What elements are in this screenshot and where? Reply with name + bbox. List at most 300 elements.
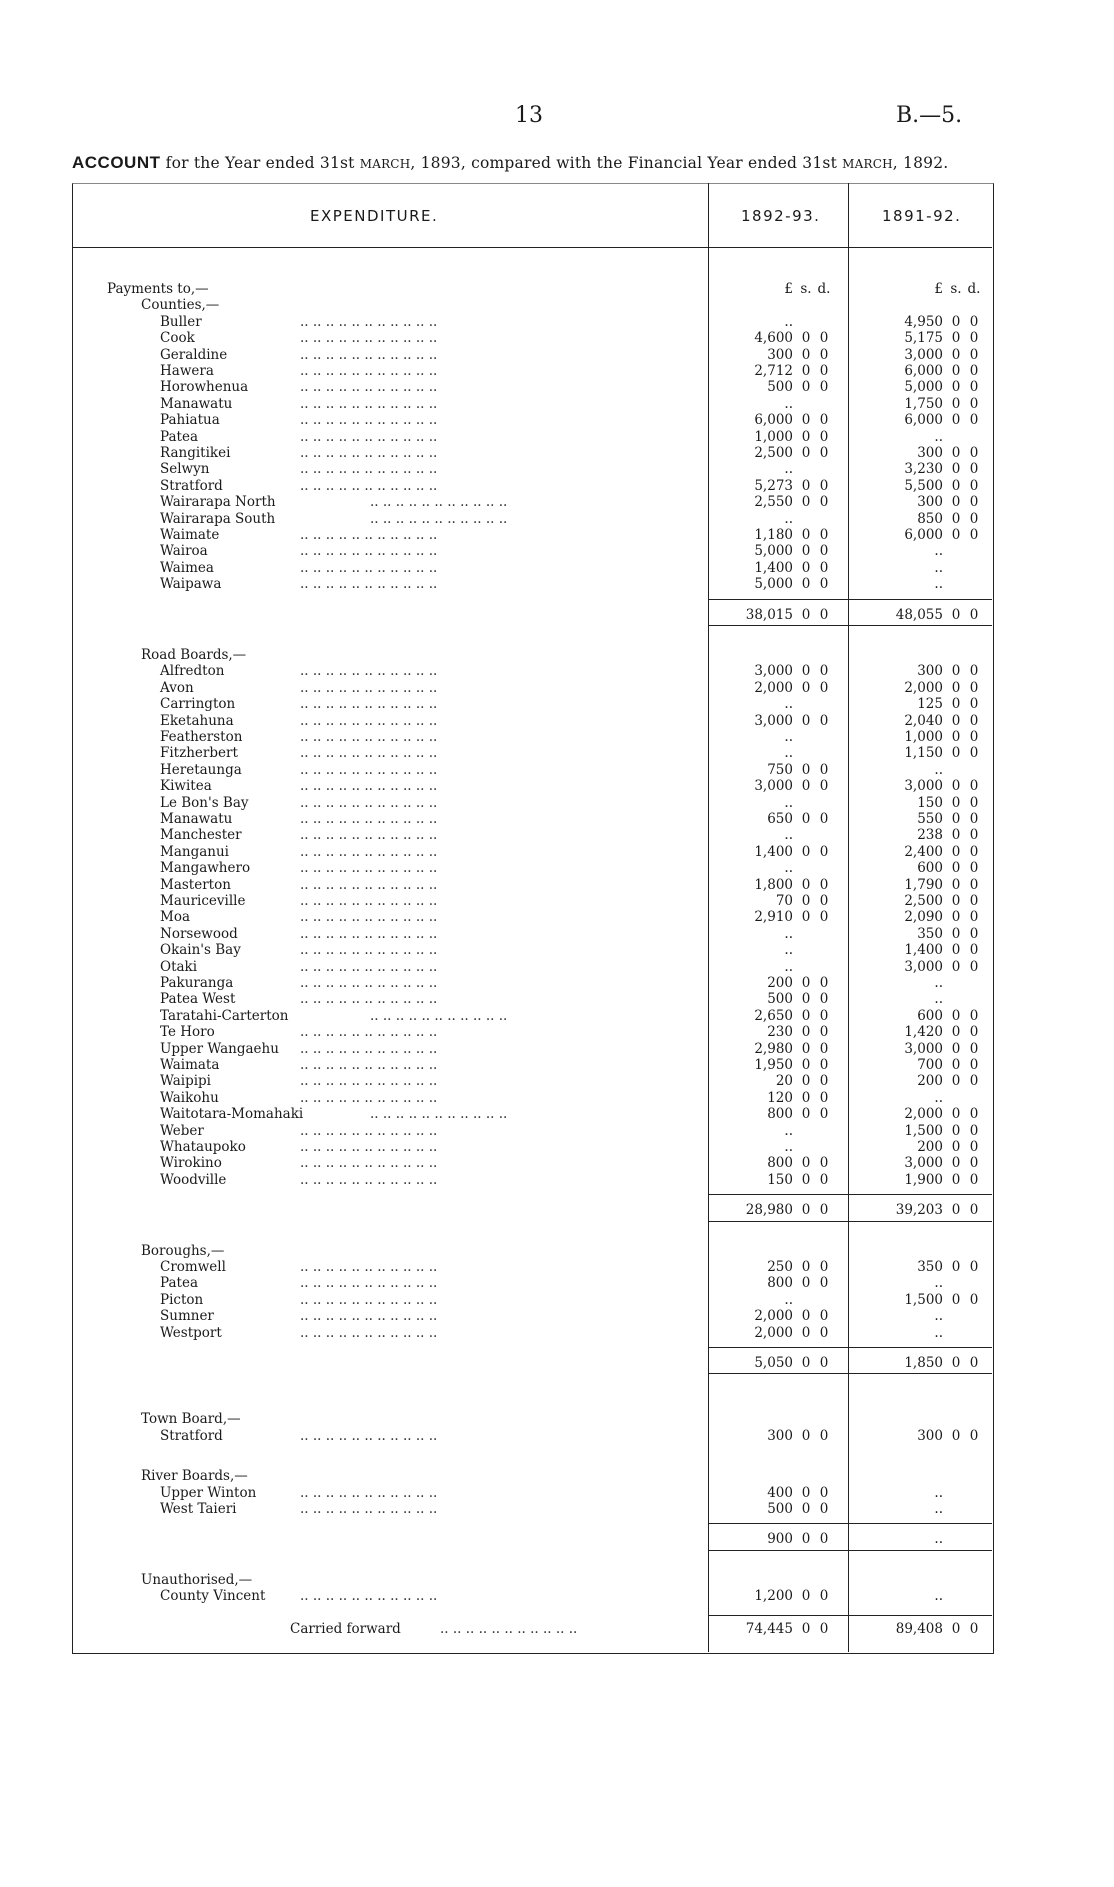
shillings: 0: [801, 1259, 811, 1275]
pounds: 600: [917, 860, 943, 877]
nil-marker: ..: [934, 1324, 943, 1341]
dot-leader: .. .. .. .. .. .. .. .. .. .. ..: [300, 991, 438, 1008]
pounds: 28,980: [745, 1202, 793, 1219]
pence: 0: [969, 395, 979, 412]
pence: 0: [819, 330, 829, 347]
shillings: 0: [801, 1171, 811, 1188]
table-row: [0, 745, 1114, 761]
pounds: 38,015: [745, 606, 793, 623]
row-label: Weber: [160, 1122, 204, 1139]
table-row: [0, 877, 1114, 893]
pounds: 2,500: [904, 893, 943, 909]
pence: 0: [969, 1073, 979, 1090]
shillings: 0: [951, 942, 961, 959]
table-row: [0, 527, 1114, 543]
pence: 0: [969, 1057, 979, 1073]
dot-leader: .. .. .. .. .. .. .. .. .. .. ..: [300, 811, 438, 827]
title-part3: , 1892.: [892, 154, 949, 172]
pounds: 3,230: [904, 461, 943, 478]
shillings: 0: [801, 1531, 811, 1548]
table-row: [0, 412, 1114, 428]
nil-marker: ..: [784, 1139, 793, 1155]
row-label: County Vincent: [160, 1588, 266, 1605]
dot-leader: .. .. .. .. .. .. .. .. .. .. ..: [300, 696, 438, 713]
shillings: 0: [951, 679, 961, 696]
shillings: 0: [951, 745, 961, 762]
shillings: 0: [801, 559, 811, 576]
row-label: Wairoa: [160, 543, 208, 560]
subtotal-rule-c1: [708, 1194, 848, 1195]
table-row: [0, 560, 1114, 576]
pence: 0: [969, 909, 979, 926]
pounds: 6,000: [904, 527, 943, 543]
row-label: Stratford: [160, 1427, 223, 1444]
pounds: 1,500: [904, 1122, 943, 1139]
row-label: Pahiatua: [160, 412, 220, 429]
table-row: [0, 1008, 1114, 1024]
pence: 0: [969, 942, 979, 959]
subtotal-row: [0, 607, 1114, 623]
dot-leader: .. .. .. .. .. .. .. .. .. .. ..: [300, 330, 438, 347]
dot-leader: .. .. .. .. .. .. .. .. .. .. ..: [300, 745, 438, 762]
table-row: [0, 680, 1114, 696]
shillings: 0: [801, 363, 811, 379]
nil-marker: ..: [934, 975, 943, 991]
shillings: 0: [951, 330, 961, 347]
subtotal-rule-bottom-c2: [848, 625, 992, 626]
dot-leader: .. .. .. .. .. .. .. .. .. .. ..: [300, 1024, 438, 1041]
pounds: 750: [767, 761, 793, 778]
pounds: 300: [767, 346, 793, 363]
shillings: 0: [801, 1324, 811, 1341]
nil-marker: ..: [784, 729, 793, 745]
pounds: 600: [917, 1007, 943, 1024]
table-row: [0, 478, 1114, 494]
dot-leader: .. .. .. .. .. .. .. .. .. .. ..: [300, 860, 438, 877]
pence: 0: [819, 1106, 829, 1123]
nil-marker: ..: [934, 761, 943, 778]
subtotal-rule-c1: [708, 1523, 848, 1524]
pounds: 650: [767, 811, 793, 827]
table-row: [0, 1275, 1114, 1291]
row-label: Mauriceville: [160, 893, 246, 909]
row-label: Waimea: [160, 559, 214, 576]
shillings: 0: [801, 1040, 811, 1057]
table-row: [0, 860, 1114, 876]
pence: 0: [819, 679, 829, 696]
dot-leader: .. .. .. .. .. .. .. .. .. .. ..: [300, 1057, 438, 1073]
shillings: 0: [951, 346, 961, 363]
table-row: [0, 762, 1114, 778]
pounds: 1,180: [754, 527, 793, 543]
dot-leader: .. .. .. .. .. .. .. .. .. .. ..: [300, 729, 438, 745]
dot-leader: .. .. .. .. .. .. .. .. .. .. ..: [300, 428, 438, 445]
shillings: 0: [801, 679, 811, 696]
shillings: 0: [951, 811, 961, 827]
subtotal-rule-c2: [848, 1347, 992, 1348]
dot-leader: .. .. .. .. .. .. .. .. .. .. ..: [300, 679, 438, 696]
pence: 0: [819, 412, 829, 429]
dot-leader: .. .. .. .. .. .. .. .. .. .. ..: [300, 1501, 438, 1517]
title-month2: MARCH: [842, 157, 893, 171]
shillings: 0: [951, 1355, 961, 1371]
pence: 0: [969, 1007, 979, 1024]
pounds: 5,000: [754, 576, 793, 593]
shillings: 0: [951, 1073, 961, 1090]
table-row: [0, 1123, 1114, 1139]
subtotal-rule-bottom-c1: [708, 1373, 848, 1374]
pence: 0: [819, 1202, 829, 1219]
nil-marker: ..: [784, 942, 793, 959]
title-lead: ACCOUNT: [72, 153, 161, 172]
pounds: 238: [917, 827, 943, 844]
row-label: Alfredton: [160, 663, 225, 680]
shillings: 0: [951, 1620, 961, 1637]
row-label: Waipawa: [160, 576, 222, 593]
table-row: [0, 330, 1114, 346]
shillings: 0: [951, 461, 961, 478]
row-label: Counties,—: [141, 297, 220, 314]
shillings: 0: [801, 330, 811, 347]
row-label: Norsewood: [160, 925, 238, 942]
row-label: Picton: [160, 1291, 204, 1308]
pounds: 150: [767, 1171, 793, 1188]
pounds: 3,000: [904, 958, 943, 975]
header-expenditure: EXPENDITURE.: [310, 207, 439, 225]
pence: 0: [969, 445, 979, 461]
pounds: 2,000: [754, 1324, 793, 1341]
pence: 0: [819, 559, 829, 576]
pence: 0: [819, 1355, 829, 1371]
shillings: 0: [951, 445, 961, 461]
table-row: [0, 1155, 1114, 1171]
nil-marker: ..: [784, 461, 793, 478]
pounds: 1,000: [904, 729, 943, 745]
pence: 0: [969, 1171, 979, 1188]
pounds: 2,000: [904, 1106, 943, 1123]
pounds: 250: [767, 1259, 793, 1275]
page-title: [72, 153, 948, 173]
pounds: 300: [917, 445, 943, 461]
dot-leader: .. .. .. .. .. .. .. .. .. .. ..: [300, 1155, 438, 1172]
pounds: 1,850: [904, 1355, 943, 1371]
pounds: 1,400: [904, 942, 943, 959]
nil-marker: ..: [934, 1588, 943, 1605]
table-row: [0, 511, 1114, 527]
subtotal-rule-c2: [848, 1194, 992, 1195]
dot-leader: .. .. .. .. .. .. .. .. .. .. ..: [300, 1089, 438, 1106]
pence: 0: [819, 1089, 829, 1106]
pounds: 2,000: [904, 679, 943, 696]
pounds: 5,500: [904, 477, 943, 494]
shillings: 0: [951, 1007, 961, 1024]
shillings: 0: [801, 412, 811, 429]
pounds: 5,050: [754, 1355, 793, 1371]
row-label: Waimata: [160, 1057, 220, 1073]
table-row: [0, 1292, 1114, 1308]
pence: 0: [819, 975, 829, 991]
shilling-symbol: s.: [950, 281, 962, 297]
row-label: Patea West: [160, 991, 236, 1008]
nil-marker: ..: [784, 696, 793, 713]
row-label: Patea: [160, 1275, 198, 1292]
pounds: 1,420: [904, 1024, 943, 1041]
shillings: 0: [951, 827, 961, 844]
shillings: 0: [801, 1024, 811, 1041]
shillings: 0: [951, 794, 961, 811]
dot-leader: .. .. .. .. .. .. .. .. .. .. ..: [300, 1040, 438, 1057]
row-label: Fitzherbert: [160, 745, 238, 762]
pence: 0: [969, 1139, 979, 1155]
nil-marker: ..: [934, 1484, 943, 1501]
row-label: Westport: [160, 1324, 222, 1341]
dot-leader: .. .. .. .. .. .. .. .. .. .. ..: [300, 1139, 438, 1155]
row-label: Waimate: [160, 527, 220, 543]
row-label: Waitotara-Momahaki: [160, 1106, 304, 1123]
table-row: [0, 379, 1114, 395]
dot-leader: .. .. .. .. .. .. .. .. .. .. ..: [300, 1275, 438, 1292]
dot-leader: .. .. .. .. .. .. .. .. .. .. ..: [300, 909, 438, 926]
pence: 0: [819, 1620, 829, 1637]
pounds: 800: [767, 1106, 793, 1123]
table-row: [0, 795, 1114, 811]
row-label: Horowhenua: [160, 379, 249, 396]
subtotal-rule-bottom-c2: [848, 1373, 992, 1374]
row-label: Hawera: [160, 363, 214, 379]
dot-leader: .. .. .. .. .. .. .. .. .. .. ..: [300, 379, 438, 396]
row-label: Manawatu: [160, 395, 233, 412]
shillings: 0: [801, 975, 811, 991]
row-label: Road Boards,—: [141, 647, 247, 663]
pounds: 6,000: [754, 412, 793, 429]
row-label: Rangitikei: [160, 445, 231, 461]
pence: 0: [969, 1202, 979, 1219]
pounds: 800: [767, 1275, 793, 1292]
pence: 0: [969, 363, 979, 379]
row-label: Kiwitea: [160, 778, 212, 795]
pounds: 1,790: [904, 876, 943, 893]
shillings: 0: [951, 527, 961, 543]
subtotal-row: [0, 1531, 1114, 1547]
pence: 0: [819, 712, 829, 729]
dot-leader: .. .. .. .. .. .. .. .. .. .. ..: [300, 576, 438, 593]
section-heading: [0, 647, 1114, 663]
pound-symbol: £: [784, 281, 793, 297]
shillings: 0: [951, 379, 961, 396]
pounds: 70: [775, 893, 793, 909]
table-row: [0, 827, 1114, 843]
nil-marker: ..: [784, 958, 793, 975]
shillings: 0: [801, 1355, 811, 1371]
row-label: Manawatu: [160, 811, 233, 827]
dot-leader: .. .. .. .. .. .. .. .. .. .. ..: [300, 1122, 438, 1139]
table-row: [0, 1139, 1114, 1155]
pence: 0: [969, 925, 979, 942]
nil-marker: ..: [784, 395, 793, 412]
row-label: Wirokino: [160, 1155, 222, 1172]
subtotal-rule-c1: [708, 599, 848, 600]
table-row: [0, 445, 1114, 461]
shillings: 0: [801, 1089, 811, 1106]
row-label: Upper Wangaehu: [160, 1040, 279, 1057]
dot-leader: .. .. .. .. .. .. .. .. .. .. ..: [300, 461, 438, 478]
shillings: 0: [951, 663, 961, 680]
payments-to-label: Payments to,—: [107, 281, 209, 297]
row-label: Te Horo: [160, 1024, 215, 1041]
table-row: [0, 811, 1114, 827]
shillings: 0: [951, 876, 961, 893]
nil-marker: ..: [784, 794, 793, 811]
document-reference: B.—5.: [896, 103, 963, 128]
row-label: Manchester: [160, 827, 242, 844]
table-row: [0, 778, 1114, 794]
row-label: Featherston: [160, 729, 243, 745]
pence: 0: [819, 477, 829, 494]
pounds: 125: [917, 696, 943, 713]
shillings: 0: [801, 1155, 811, 1172]
shillings: 0: [951, 778, 961, 795]
pounds: 1,400: [754, 559, 793, 576]
pence: 0: [969, 876, 979, 893]
pounds: 200: [767, 975, 793, 991]
carried-forward-label: Carried forward: [290, 1620, 401, 1637]
row-label: Cromwell: [160, 1259, 226, 1275]
shillings: 0: [951, 729, 961, 745]
pence: 0: [969, 494, 979, 511]
page-number: 13: [515, 103, 543, 128]
section-heading: [0, 297, 1114, 313]
table-row: [0, 1485, 1114, 1501]
pence: 0: [819, 576, 829, 593]
nil-marker: ..: [784, 745, 793, 762]
pence: 0: [819, 761, 829, 778]
shillings: 0: [801, 1106, 811, 1123]
pounds: 1,200: [754, 1588, 793, 1605]
shillings: 0: [801, 1057, 811, 1073]
dot-leader: .. .. .. .. .. .. .. .. .. .. ..: [300, 975, 438, 991]
subtotal-row: [0, 1202, 1114, 1218]
pounds: 300: [917, 1427, 943, 1444]
pounds: 500: [767, 379, 793, 396]
dot-leader: .. .. .. .. .. .. .. .. .. .. ..: [370, 1106, 508, 1123]
dot-leader: .. .. .. .. .. .. .. .. .. .. ..: [300, 1484, 438, 1501]
pence: 0: [969, 1259, 979, 1275]
pounds: 3,000: [754, 712, 793, 729]
pounds: 500: [767, 1501, 793, 1517]
subtotal-rule-c1: [708, 1347, 848, 1348]
nil-marker: ..: [784, 313, 793, 330]
pounds: 200: [917, 1139, 943, 1155]
shillings: 0: [951, 1171, 961, 1188]
pounds: 2,980: [754, 1040, 793, 1057]
table-row: [0, 1057, 1114, 1073]
shilling-symbol: s.: [800, 281, 812, 297]
dot-leader: .. .. .. .. .. .. .. .. .. .. ..: [440, 1620, 578, 1637]
shillings: 0: [801, 477, 811, 494]
shillings: 0: [801, 1308, 811, 1325]
pounds: 300: [767, 1427, 793, 1444]
row-label: Sumner: [160, 1308, 214, 1325]
carried-rule-c1: [708, 1615, 848, 1616]
table-row: [0, 494, 1114, 510]
shillings: 0: [801, 1427, 811, 1444]
pence: 0: [819, 876, 829, 893]
nil-marker: ..: [934, 991, 943, 1008]
pounds: 3,000: [904, 1155, 943, 1172]
row-label: Wairarapa North: [160, 494, 276, 511]
subtotal-rule-c2: [848, 1523, 992, 1524]
shillings: 0: [801, 1275, 811, 1292]
units-row: [0, 281, 1114, 297]
header-1891-92: 1891-92.: [882, 207, 962, 225]
shillings: 0: [951, 494, 961, 511]
shillings: 0: [801, 1484, 811, 1501]
pounds: 39,203: [895, 1202, 943, 1219]
pounds: 20: [775, 1073, 793, 1090]
pounds: 1,800: [754, 876, 793, 893]
row-label: Wairarapa South: [160, 510, 276, 527]
shillings: 0: [951, 1427, 961, 1444]
pence: 0: [819, 606, 829, 623]
shillings: 0: [951, 1057, 961, 1073]
pence: 0: [969, 477, 979, 494]
shillings: 0: [951, 712, 961, 729]
pence: 0: [969, 893, 979, 909]
dot-leader: .. .. .. .. .. .. .. .. .. .. ..: [300, 1259, 438, 1275]
shillings: 0: [951, 477, 961, 494]
pence-symbol: d.: [817, 281, 831, 297]
pence: 0: [969, 1024, 979, 1041]
pounds: 3,000: [754, 778, 793, 795]
table-row: [0, 1588, 1114, 1604]
shillings: 0: [951, 1122, 961, 1139]
table-row: [0, 461, 1114, 477]
subtotal-row: [0, 1355, 1114, 1371]
dot-leader: .. .. .. .. .. .. .. .. .. .. ..: [300, 313, 438, 330]
pence: 0: [819, 1155, 829, 1172]
pounds: 6,000: [904, 412, 943, 429]
pounds: 4,950: [904, 313, 943, 330]
pounds: 200: [917, 1073, 943, 1090]
shillings: 0: [801, 445, 811, 461]
shillings: 0: [951, 1155, 961, 1172]
pence: 0: [819, 1308, 829, 1325]
row-label: Waipipi: [160, 1073, 211, 1090]
dot-leader: .. .. .. .. .. .. .. .. .. .. ..: [370, 510, 508, 527]
row-label: Okain's Bay: [160, 942, 241, 959]
table-row: [0, 1259, 1114, 1275]
row-label: Masterton: [160, 876, 231, 893]
shillings: 0: [951, 893, 961, 909]
shillings: 0: [801, 712, 811, 729]
shillings: 0: [951, 363, 961, 379]
row-label: River Boards,—: [141, 1468, 248, 1485]
row-label: Buller: [160, 313, 202, 330]
shillings: 0: [801, 876, 811, 893]
pence: 0: [969, 958, 979, 975]
row-label: West Taieri: [160, 1501, 237, 1517]
pence: 0: [819, 1259, 829, 1275]
dot-leader: .. .. .. .. .. .. .. .. .. .. ..: [300, 794, 438, 811]
shillings: 0: [951, 510, 961, 527]
nil-marker: ..: [934, 1089, 943, 1106]
dot-leader: .. .. .. .. .. .. .. .. .. .. ..: [300, 412, 438, 429]
dot-leader: .. .. .. .. .. .. .. .. .. .. ..: [300, 942, 438, 959]
pence: 0: [819, 1588, 829, 1605]
table-row: [0, 1501, 1114, 1517]
header-rule: [72, 247, 992, 248]
nil-marker: ..: [784, 827, 793, 844]
